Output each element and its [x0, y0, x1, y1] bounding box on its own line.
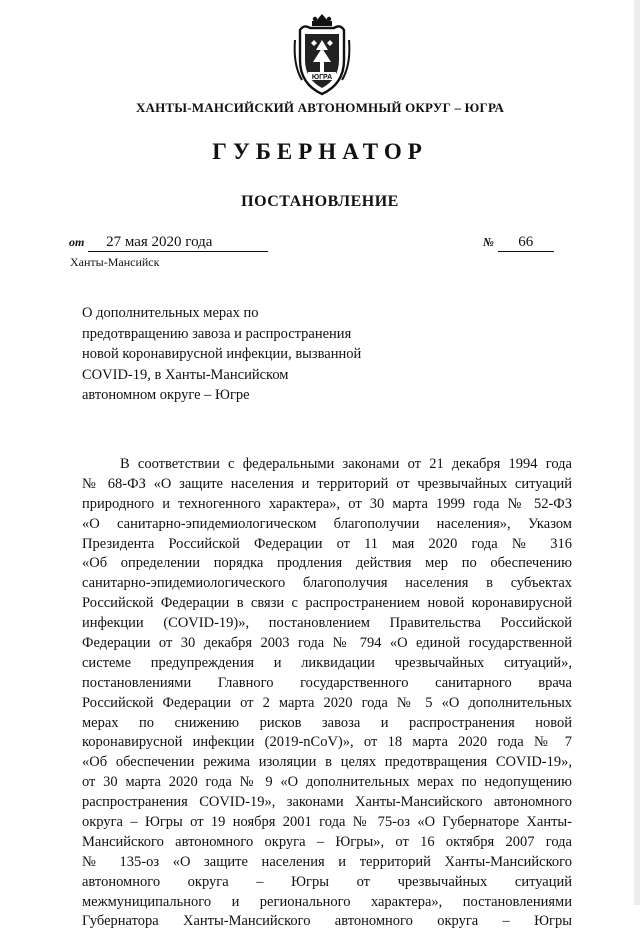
number-prefix: №: [483, 235, 494, 249]
number-line: [483, 234, 554, 252]
body-text: [82, 455, 572, 932]
authority-title: ГУБЕРНАТОР: [212, 139, 428, 164]
body-line: № 135-оз «О защите населения и территорий Ханты-Мансийского: [82, 853, 572, 870]
body-line: № 68-ФЗ «О защите населения и территорий от чрезвычайных ситуаций: [82, 475, 572, 492]
subject-line: предотвращению завоза и распространения: [82, 325, 352, 342]
body-line: В соответствии с федеральными законами от 21 декабря 1994 года: [120, 456, 572, 472]
body-line: распространения COVID-19», законами Ханты-Мансийского автономного: [82, 794, 572, 811]
document-number: 66: [498, 234, 554, 252]
body-line: природного и техногенного характера», от 30 марта 1999 года № 52-ФЗ: [82, 495, 572, 512]
body-line: санитарно-эпидемиологического благополучия населения в субъектах: [82, 575, 572, 592]
document-subject: [82, 303, 392, 406]
date-prefix: от: [69, 235, 85, 249]
subject-line: автономном округе – Югре: [82, 387, 250, 403]
subject-line: О дополнительных мерах по: [82, 305, 259, 321]
subject-line: COVID-19, в Ханты-Мансийском: [82, 366, 289, 383]
city: Ханты-Мансийск: [70, 255, 160, 269]
body-line: округа – Югры от 19 ноября 2001 года № 75-оз «О Губернаторе Ханты-: [82, 814, 572, 831]
body-line: от 30 марта 2020 года № 9 «О дополнительных мерах по недопущению: [82, 774, 572, 791]
body-line: межмуниципального и регионального характера», постановлениями: [82, 893, 572, 910]
body-line: «Об обеспечении режима изоляции в целях предотвращения COVID-19»,: [82, 754, 572, 771]
body-line: коронавирусной инфекции (2019-nCoV)», от 18 марта 2020 года № 7: [82, 734, 572, 751]
coat-of-arms-icon: [292, 10, 352, 98]
page-edge-shadow: [634, 0, 640, 905]
subject-line: новой коронавирусной инфекции, вызванной: [82, 346, 362, 362]
region-name: ХАНТЫ-МАНСИЙСКИЙ АВТОНОМНЫЙ ОКРУГ – ЮГРА: [135, 100, 505, 115]
emblem-text: ЮГРА: [311, 74, 333, 81]
body-line: Президента Российской Федерации от 11 мая 2020 года № 316: [82, 535, 572, 552]
body-line: «О санитарно-эпидемиологическом благополучии населения», Указом: [82, 515, 572, 532]
body-line: Федерации от 30 декабря 2003 года № 794 «О единой государственной: [82, 635, 572, 652]
body-line: постановлениями Главного государственного санитарного врача: [82, 674, 572, 691]
body-line: Российской Федерации в связи с распространением новой коронавирусной: [82, 595, 572, 612]
document-type: ПОСТАНОВЛЕНИЕ: [241, 193, 399, 210]
body-line: Мансийского автономного округа – Югры», от 16 октября 2007 года: [82, 833, 572, 850]
body-line: «Об определении порядка продления действия мер по обеспечению: [82, 555, 572, 572]
body-line: Российской Федерации от 2 марта 2020 года № 5 «О дополнительных: [82, 694, 572, 711]
date-line: [69, 234, 268, 252]
body-line: Губернатора Ханты-Мансийского автономного округа – Югры: [82, 913, 572, 930]
body-line: инфекции (COVID-19)», постановлением Правительства Российской: [82, 615, 572, 632]
document-date: 27 мая 2020 года: [88, 234, 268, 252]
body-line: автономного округа – Югры от чрезвычайных ситуаций: [82, 873, 572, 890]
body-line: системе предупреждения и ликвидации чрезвычайных ситуаций»,: [82, 654, 572, 671]
body-line: мерах по снижению рисков завоза и распространения новой: [82, 714, 572, 731]
